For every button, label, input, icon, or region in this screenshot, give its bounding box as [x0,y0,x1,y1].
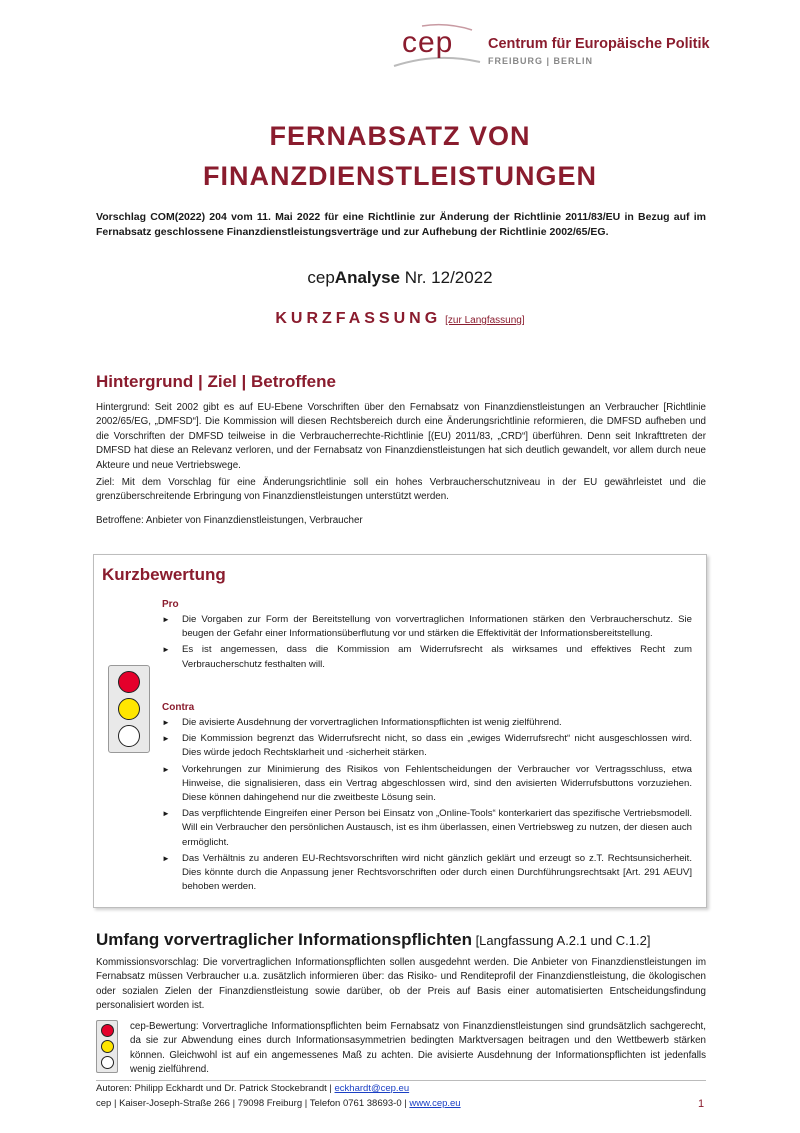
title-line-2: FINANZDIENSTLEISTUNGEN [202,161,597,191]
kurzfassung-title: KURZFASSUNG [275,310,442,327]
yellow-light-icon [101,1040,114,1053]
section2-title: Umfang vorvertraglicher Informationspflichten [96,930,472,949]
title-line-1: FERNABSATZ VON [269,121,531,151]
footer-address [96,1098,461,1109]
kurzbewertung-heading: Kurzbewertung [102,565,226,584]
page-number: 1 [698,1098,705,1110]
red-light-icon [101,1024,114,1037]
kommissionsvorschlag-text: Kommissionsvorschlag: Die vorvertraglichen Informationspflichten sollen ausgedehnt werden. Die Anbieter von Finanzdienstleistungen im Fernabsatz müssen Verbraucher u.a. zusätzlich informieren über: das Risiko- und Renditeprofil der Finanzdienstleistung, die ökologischen oder sozialen Zielen der Finanzdienstleistung sowie darüber, ob der Preis auf Basis einer automatisierten Entscheidungsfindung personalisiert worden ist. [96,957,706,1012]
red-light-icon [118,671,140,693]
contra-item: ► Das verpflichtende Eingreifen einer Person bei Einsatz von „Online-Tools“ konterkariert das spezifische Vertriebsmodell. Will ein Verbraucher den persönlichen Austausch, ist es ihm überlassen, einen Vertriebsweg zu nutzen, der diesen auch ermöglicht. [162,808,692,848]
contra-item: ► Vorkehrungen zur Minimierung des Risikos von Fehlentscheidungen der Verbraucher vor Vertragsschluss, etwa Hinweise, die signalisieren, dass ein Vertrag abgeschlossen wird, sind den avisierten Widerrufsbuttons vorzuziehen. Diese können dahingehend nur die zweitbeste Lösung sein. [162,763,692,804]
analyse-number [0,268,800,288]
contra-label: Contra [162,702,195,713]
betroffene-text: Betroffene: Anbieter von Finanzdienstleistungen, Verbraucher [96,515,363,526]
authors-text: Autoren: Philipp Eckhardt und Dr. Patrick Stockebrandt | [96,1083,335,1094]
yellow-light-icon [118,698,140,720]
white-light-icon [118,725,140,747]
pro-item: ► Die Vorgaben zur Form der Bereitstellung von vorvertraglichen Informationen stärken den Verbraucherschutz. Sie beugen der Gefahr einer Informationsüberflutung vor und stärken die Effektivität der Informationsbereitstellung. [162,614,692,640]
traffic-light-icon [108,665,150,753]
section-heading-informationspflichten [96,930,650,950]
pro-item: ► Es ist angemessen, dass die Kommission am Widerrufsrecht als wirksames und effektives Recht zum Verbraucherschutz festhalten will. [162,644,692,670]
pro-list [162,613,692,674]
address-text: cep | Kaiser-Joseph-Straße 266 | 79098 Freiburg | Telefon 0761 38693-0 | [96,1098,410,1109]
arrow-right-icon: ► [162,764,170,774]
contra-item: ► Die Kommission begrenzt das Widerrufsrecht nicht, so dass ein „ewiges Widerrufsrecht“ nicht ausgeschlossen wird. Dies würde jedoch Rechtsklarheit und -sicherheit stärken. [162,733,692,759]
traffic-light-small-icon [96,1020,118,1073]
analyse-prefix: cep [307,268,335,287]
arrow-right-icon: ► [162,718,170,727]
author-email-link[interactable]: eckhardt@cep.eu [334,1083,410,1094]
arrow-right-icon: ► [162,615,170,624]
analyse-bold: Analyse [334,268,400,287]
page-title [0,116,800,196]
kurzfassung-heading [0,310,800,328]
footer-divider [96,1080,706,1081]
arrow-right-icon: ► [162,734,170,744]
cep-logo [392,22,712,74]
arrow-right-icon: ► [162,809,170,819]
section-heading-hintergrund: Hintergrund | Ziel | Betroffene [96,372,336,391]
contra-list [162,716,692,896]
hintergrund-text: Hintergrund: Seit 2002 gibt es auf EU-Ebene Vorschriften über den Fernabsatz von Finanzdienstleistungen an Verbraucher [Richtlinie 2002/65/EG, „DMFSD“]. Die Kommission will diesen Rechtsbereich durch eine Änderungsrichtlinie reformieren, die DMFSD aufheben und die Vorschriften der DMFSD teilweise in die Verbraucherrechte-Richtlinie [(EU) 2011/83, „CRD“] überführen. Denn seit Inkrafttreten der DMFSD hat diese an Relevanz verloren, und der Fernabsatz von Finanzdienstleistungen hat sich deutlich gewandelt, vor allem durch neue Akteure und neue Vertriebswege. [96,402,706,471]
analyse-suffix: Nr. 12/2022 [400,268,493,287]
logo-subtitle: FREIBURG | BERLIN [488,56,594,66]
contra-item: ► Die avisierte Ausdehnung der vorvertraglichen Informationspflichten ist wenig zielführend. [162,716,692,730]
proposal-reference: Vorschlag COM(2022) 204 vom 11. Mai 2022 für eine Richtlinie zur Änderung der Richtlinie 2011/83/EU in Bezug auf im Fernabsatz geschlossene Finanzdienstleistungsverträge und zur Aufhebung der Richtlinie 2002/65/EG. [96,211,706,238]
logo-mark: cep [402,26,454,59]
pro-label: Pro [162,599,179,610]
cep-bewertung-text: cep-Bewertung: Vorvertragliche Informationspflichten beim Fernabsatz von Finanzdienstleistungen sind grundsätzlich sachgerecht, da sie zur Abwendung eines durch Informationsasymmetrien bedingten Marktversagen beitragen und den Wettbewerb stärken können. Gleichwohl ist auf ein angemessenes Maß zu achten. Die avisierte Ausdehnung der Informationspflichten ist jedenfalls wenig zielführend. [130,1021,706,1076]
website-link[interactable]: www.cep.eu [409,1098,461,1109]
section2-reference: [Langfassung A.2.1 und C.1.2] [471,933,651,948]
ziel-text: Ziel: Mit dem Vorschlag für eine Änderungsrichtlinie soll ein hohes Verbraucherschutzniveau in der EU gewährleistet und die grenzüberschreitende Erbringung von Finanzdienstleistungen unterstützt werden. [96,477,706,503]
footer-authors [96,1083,409,1094]
arrow-right-icon: ► [162,853,170,863]
kurzbewertung-box [93,554,707,908]
contra-item: ► Das Verhältnis zu anderen EU-Rechtsvorschriften wird nicht gänzlich geklärt und erzeugt so z.T. Rechtsunsicherheit. Dies könnte durch die Anpassung jener Rechtsvorschriften oder durch einen Durchführungsrechtsakt [Art. 291 AEUV] behoben werden. [162,852,692,893]
white-light-icon [101,1056,114,1069]
langfassung-link[interactable]: [zur Langfassung] [445,315,525,326]
arrow-right-icon: ► [162,645,170,655]
logo-name: Centrum für Europäische Politik [488,36,710,52]
